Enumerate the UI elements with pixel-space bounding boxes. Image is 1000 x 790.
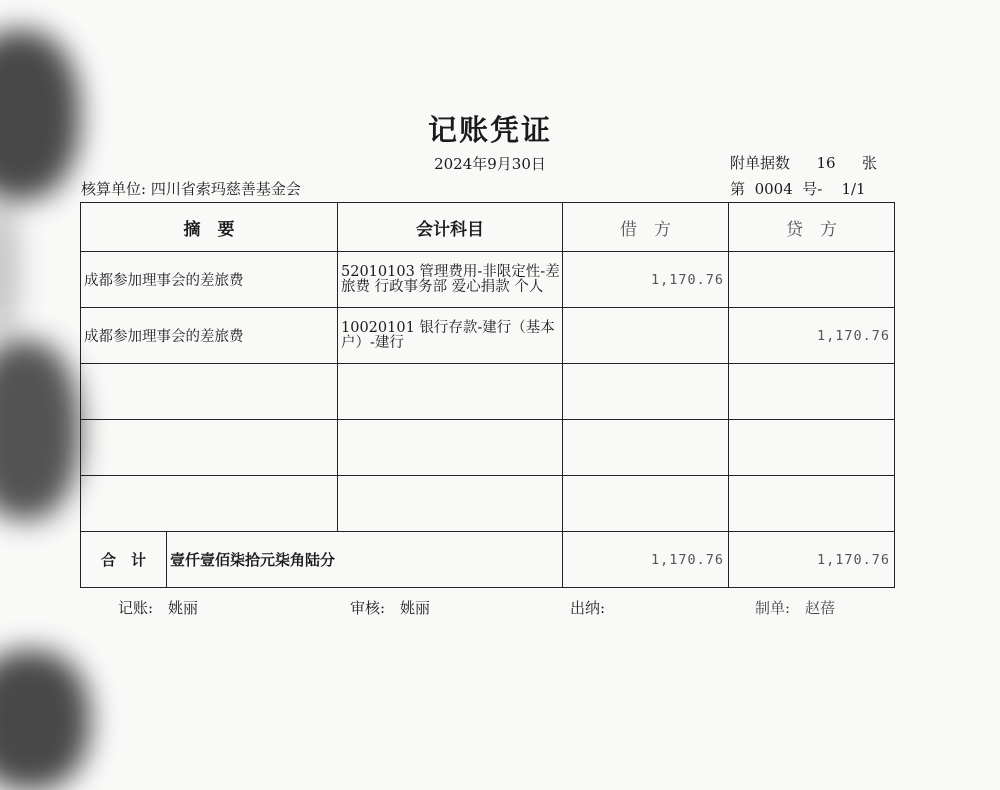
total-label: 合 计 xyxy=(81,532,167,588)
empty-cell xyxy=(729,476,895,532)
row-debit: 1,170.76 xyxy=(563,252,729,308)
total-credit: 1,170.76 xyxy=(729,532,895,588)
total-row xyxy=(81,532,895,588)
header-row xyxy=(81,203,895,252)
attachment-unit: 张 xyxy=(862,154,878,172)
bookkeeper-signature: 记账: 姚丽 xyxy=(118,599,199,617)
unit-name: 四川省索玛慈善基金会 xyxy=(150,180,301,198)
empty-cell xyxy=(81,364,338,420)
table-row xyxy=(81,252,895,308)
empty-cell xyxy=(729,364,895,420)
empty-cell xyxy=(338,420,563,476)
empty-cell xyxy=(563,420,729,476)
total-debit: 1,170.76 xyxy=(563,532,729,588)
accounting-unit xyxy=(81,178,301,199)
voucher-date: 2024年9月30日 xyxy=(434,155,546,173)
row-credit xyxy=(729,252,895,308)
attachment-info xyxy=(730,152,877,173)
header-credit: 贷 方 xyxy=(729,203,895,252)
voucher-number xyxy=(730,178,866,199)
empty-cell xyxy=(729,420,895,476)
row-account: 52010103 管理费用-非限定性-差旅费 行政事务部 爱心捐款 个人 xyxy=(338,252,563,308)
header-summary: 摘 要 xyxy=(81,203,338,252)
number-prefix: 第 xyxy=(730,180,746,198)
preparer-signature: 制单: 赵蓓 xyxy=(755,599,836,617)
empty-row xyxy=(81,476,895,532)
cashier-signature: 出纳: xyxy=(570,599,606,617)
unit-label: 核算单位: xyxy=(81,180,147,198)
empty-row xyxy=(81,420,895,476)
row-credit: 1,170.76 xyxy=(729,308,895,364)
row-summary: 成都参加理事会的差旅费 xyxy=(81,252,338,308)
scan-smudge xyxy=(0,200,20,340)
voucher-table xyxy=(80,202,895,588)
empty-cell xyxy=(81,420,338,476)
empty-cell xyxy=(338,476,563,532)
empty-cell xyxy=(563,476,729,532)
page-indicator: 1/1 xyxy=(841,180,866,198)
row-summary: 成都参加理事会的差旅费 xyxy=(81,308,338,364)
number-suffix: 号- xyxy=(802,180,823,198)
empty-cell xyxy=(81,476,338,532)
empty-cell xyxy=(563,364,729,420)
row-account: 10020101 银行存款-建行（基本户）-建行 xyxy=(338,308,563,364)
voucher-title: 记账凭证 xyxy=(427,113,552,147)
reviewer-signature: 审核: 姚丽 xyxy=(350,599,431,617)
scan-smudge xyxy=(0,340,80,520)
total-amount-in-words: 壹仟壹佰柒拾元柒角陆分 xyxy=(167,532,563,588)
scan-smudge xyxy=(0,650,90,790)
header-account: 会计科目 xyxy=(338,203,563,252)
empty-cell xyxy=(338,364,563,420)
attachment-label: 附单据数 xyxy=(730,154,791,172)
number-value: 0004 xyxy=(754,180,793,198)
row-debit xyxy=(563,308,729,364)
attachment-count: 16 xyxy=(816,154,836,172)
table-row xyxy=(81,308,895,364)
empty-row xyxy=(81,364,895,420)
header-debit: 借 方 xyxy=(563,203,729,252)
